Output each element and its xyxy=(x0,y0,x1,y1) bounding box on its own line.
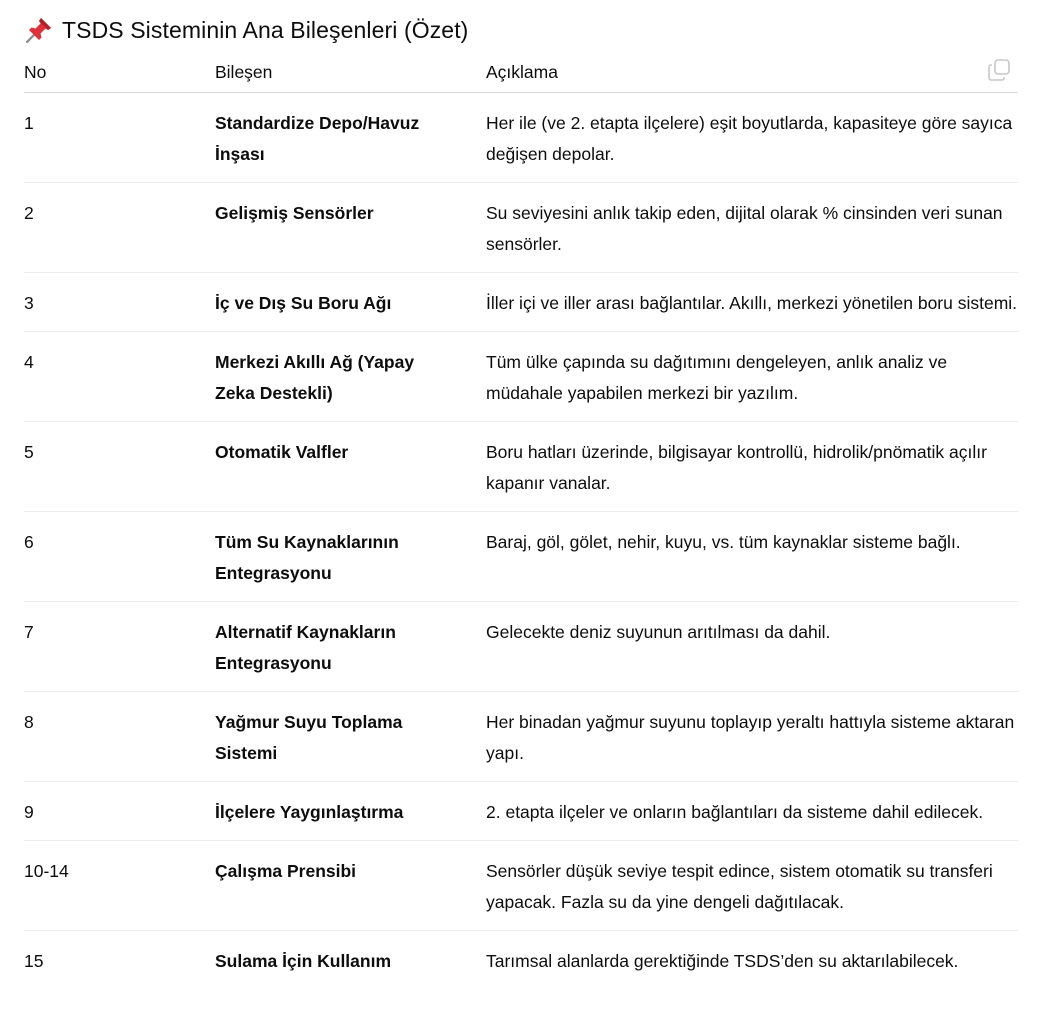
table-row xyxy=(24,692,1018,782)
table-row xyxy=(24,602,1018,692)
table-row xyxy=(24,93,1018,183)
row-number: 9 xyxy=(24,782,215,841)
row-component: İç ve Dış Su Boru Ağı xyxy=(215,273,486,332)
header-component: Bileşen xyxy=(215,52,486,93)
row-component: Yağmur Suyu Toplama Sistemi xyxy=(215,692,486,782)
row-number: 4 xyxy=(24,332,215,422)
row-component: Gelişmiş Sensörler xyxy=(215,183,486,273)
row-description: Tüm ülke çapında su dağıtımını dengeleyen, anlık analiz ve müdahale yapabilen merkezi bir yazılım. xyxy=(486,332,1018,422)
row-component: Merkezi Akıllı Ağ (Yapay Zeka Destekli) xyxy=(215,332,486,422)
row-number: 7 xyxy=(24,602,215,692)
components-table xyxy=(24,52,1018,989)
row-description: Boru hatları üzerinde, bilgisayar kontrollü, hidrolik/pnömatik açılır kapanır vanalar. xyxy=(486,422,1018,512)
row-component: Standardize Depo/Havuz İnşası xyxy=(215,93,486,183)
table-header-row xyxy=(24,52,1018,93)
row-number: 3 xyxy=(24,273,215,332)
row-description: Her binadan yağmur suyunu toplayıp yeraltı hattıyla sisteme aktaran yapı. xyxy=(486,692,1018,782)
table-row xyxy=(24,782,1018,841)
title-text: TSDS Sisteminin Ana Bileşenleri (Özet) xyxy=(62,16,469,43)
row-component: İlçelere Yaygınlaştırma xyxy=(215,782,486,841)
row-number: 2 xyxy=(24,183,215,273)
row-description: İller içi ve iller arası bağlantılar. Akıllı, merkezi yönetilen boru sistemi. xyxy=(486,273,1018,332)
pushpin-icon xyxy=(24,15,54,45)
row-number: 1 xyxy=(24,93,215,183)
table-row xyxy=(24,512,1018,602)
header-description: Açıklama xyxy=(486,52,1018,93)
row-number: 5 xyxy=(24,422,215,512)
table-row xyxy=(24,332,1018,422)
row-description: Her ile (ve 2. etapta ilçelere) eşit boyutlarda, kapasiteye göre sayıca değişen depolar. xyxy=(486,93,1018,183)
row-component: Çalışma Prensibi xyxy=(215,841,486,931)
row-description: 2. etapta ilçeler ve onların bağlantıları da sisteme dahil edilecek. xyxy=(486,782,1018,841)
table-row xyxy=(24,841,1018,931)
row-component: Alternatif Kaynakların Entegrasyonu xyxy=(215,602,486,692)
row-number: 8 xyxy=(24,692,215,782)
row-number: 6 xyxy=(24,512,215,602)
row-component: Sulama İçin Kullanım xyxy=(215,951,392,971)
table-row xyxy=(24,422,1018,512)
row-description: Baraj, göl, gölet, nehir, kuyu, vs. tüm kaynaklar sisteme bağlı. xyxy=(486,512,1018,602)
table-row xyxy=(24,273,1018,332)
row-description: Sensörler düşük seviye tespit edince, sistem otomatik su transferi yapacak. Fazla su da yine dengeli dağıtılacak. xyxy=(486,841,1018,931)
row-description: Su seviyesini anlık takip eden, dijital olarak % cinsinden veri sunan sensörler. xyxy=(486,183,1018,273)
row-component: Otomatik Valfler xyxy=(215,422,486,512)
header-no: No xyxy=(24,52,215,93)
row-component: Tüm Su Kaynaklarının Entegrasyonu xyxy=(215,512,486,602)
row-number: 10-14 xyxy=(24,841,215,931)
row-description: Tarımsal alanlarda gerektiğinde TSDS’den su aktarılabilecek. xyxy=(486,951,959,971)
section-title xyxy=(24,10,468,50)
table-row xyxy=(24,931,1018,990)
table-row xyxy=(24,183,1018,273)
row-description: Gelecekte deniz suyunun arıtılması da dahil. xyxy=(486,602,1018,692)
row-number: 15 xyxy=(24,951,44,971)
